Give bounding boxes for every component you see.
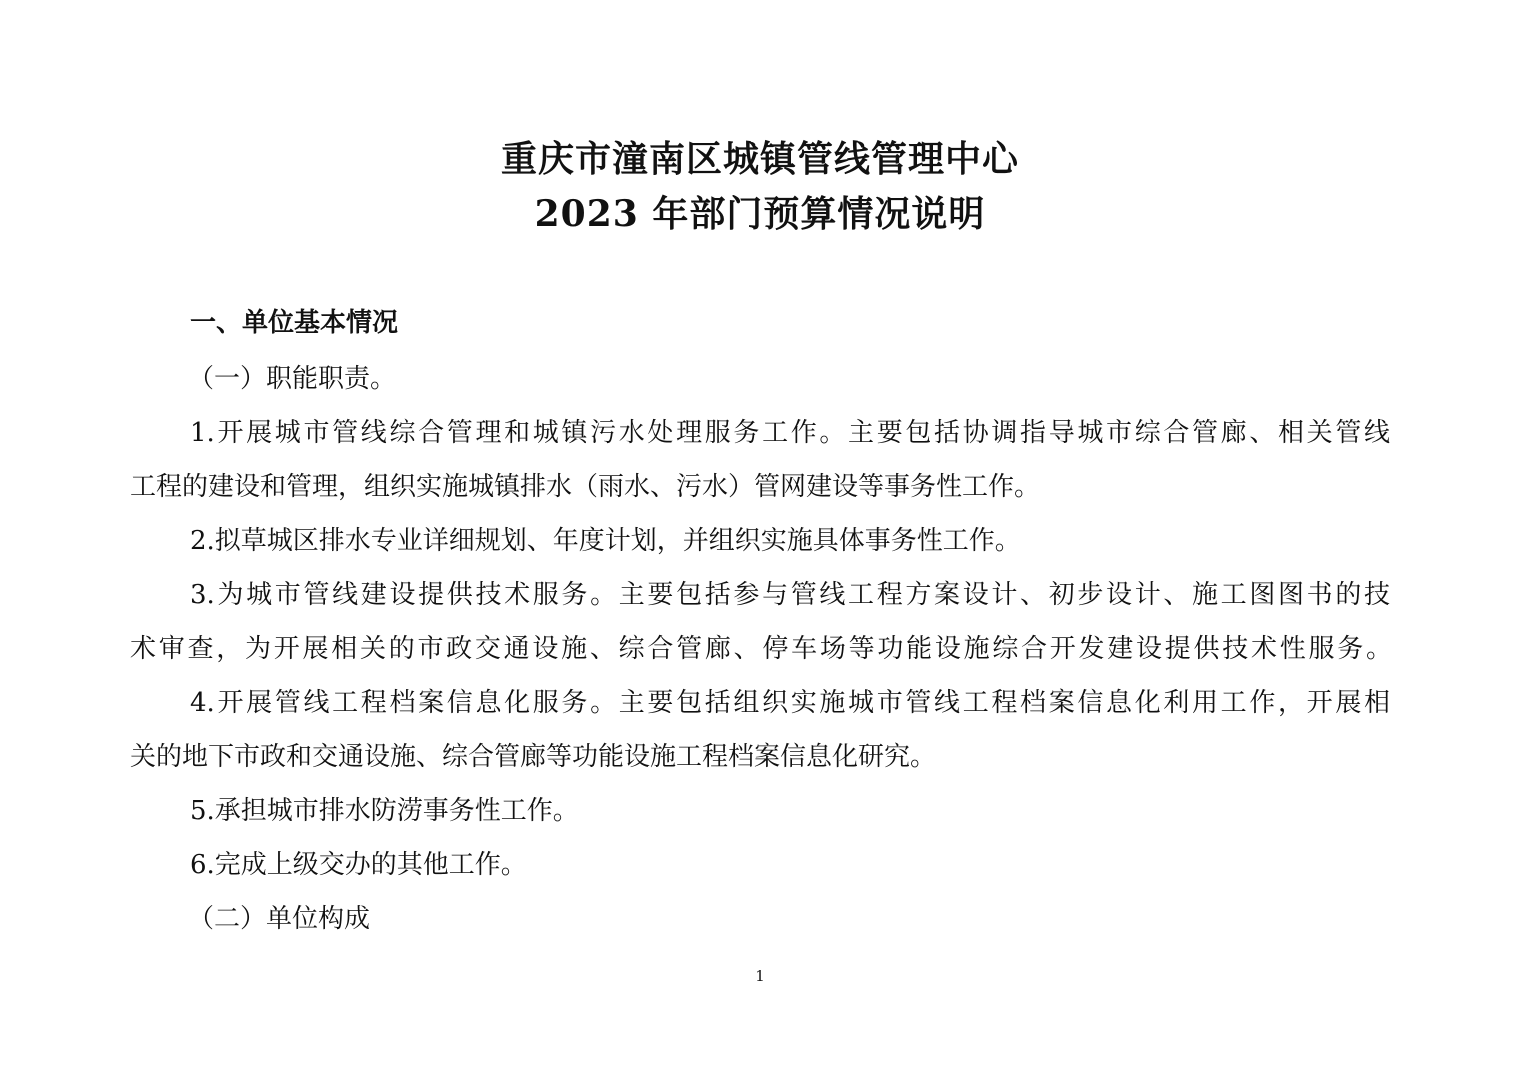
- duty-item-6: 6.完成上级交办的其他工作。: [190, 850, 527, 880]
- subsection-heading-composition: （二）单位构成: [188, 904, 371, 934]
- page-number: 1: [755, 967, 765, 985]
- duty-item-4-line-2: 关的地下市政和交通设施、综合管廊等功能设施工程档案信息化研究。: [130, 742, 937, 772]
- document-subtitle: 2023 年部门预算情况说明: [534, 193, 986, 235]
- document-title: 重庆市潼南区城镇管线管理中心: [500, 138, 1019, 180]
- duty-item-1-line-1: 1.开展城市管线综合管理和城镇污水处理服务工作。主要包括协调指导城市综合管廊、相关管线: [190, 418, 1390, 448]
- subsection-heading-duties: （一）职能职责。: [188, 364, 397, 394]
- section-heading-basic-info: 一、单位基本情况: [190, 308, 399, 338]
- duty-item-3-line-2: 术审查，为开展相关的市政交通设施、综合管廊、停车场等功能设施综合开发建设提供技术性服务。: [130, 634, 1392, 664]
- duty-item-3-line-1: 3.为城市管线建设提供技术服务。主要包括参与管线工程方案设计、初步设计、施工图图书的技: [190, 580, 1390, 610]
- duty-item-5: 5.承担城市排水防涝事务性工作。: [190, 796, 579, 826]
- duty-item-4-line-1: 4.开展管线工程档案信息化服务。主要包括组织实施城市管线工程档案信息化利用工作，开展相: [190, 688, 1390, 718]
- duty-item-1-line-2: 工程的建设和管理，组织实施城镇排水（雨水、污水）管网建设等事务性工作。: [130, 472, 1041, 502]
- duty-item-2: 2.拟草城区排水专业详细规划、年度计划，并组织实施具体事务性工作。: [190, 526, 1021, 556]
